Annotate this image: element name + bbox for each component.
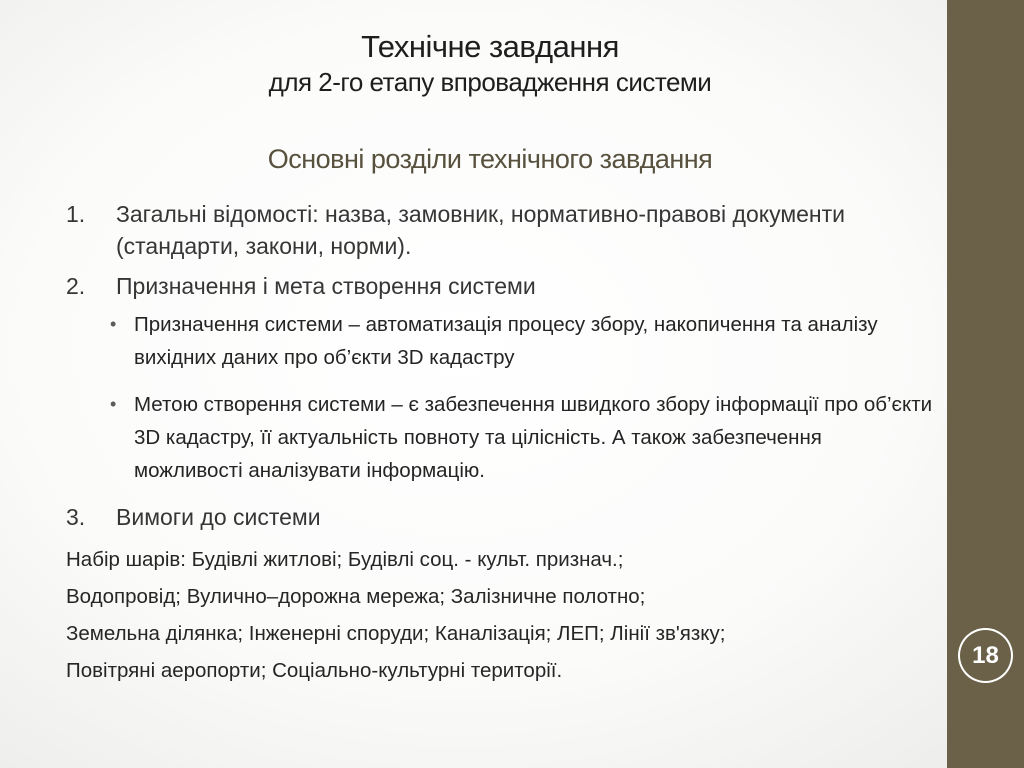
slide-title (0, 28, 980, 98)
bullet-item-1 (66, 308, 936, 374)
title-line-1: Технічне завдання (361, 29, 619, 64)
layers-line-4: Повітряні аеропорти; Соціально-культурні території. (66, 659, 563, 682)
layers-line-2: Водопровід; Вулично–дорожна мережа; Залізничне полотно; (66, 585, 646, 608)
list-number-3: 3. (66, 504, 86, 530)
slide-subtitle: Основні розділи технічного завдання (267, 144, 713, 174)
bullet-marker: • (110, 314, 117, 334)
list-item-2 (66, 270, 936, 302)
slide-content (66, 198, 936, 689)
bullet-marker: • (110, 394, 117, 414)
layers-line-1: Набір шарів: Будівлі житлові; Будівлі соц. - культ. признач.; (66, 548, 624, 571)
list-item-1 (66, 198, 936, 262)
page-number: 18 (972, 641, 999, 669)
list-item-3 (66, 501, 936, 533)
bullet-text-1: Призначення системи – автоматизація процесу збору, накопичення та аналізу вихідних даних про об’єкти 3D кадастру (134, 313, 878, 369)
title-line-2: для 2-го етапу впровадження системи (268, 67, 712, 97)
layers-line-3: Земельна ділянка; Інженерні споруди; Каналізація; ЛЕП; Лінії зв'язку; (66, 622, 726, 645)
bullet-item-2 (66, 388, 936, 487)
list-number-1: 1. (66, 201, 86, 227)
bullet-text-2: Метою створення системи – є забезпечення швидкого збору інформації про об’єкти 3D кадастру, її актуальність повноту та цілісність. А також забезпечення можливості аналізувати інформацію. (134, 393, 933, 482)
list-number-2: 2. (66, 273, 86, 299)
list-text-1: Загальні відомості: назва, замовник, нормативно-правові документи (стандарти, закони, норми). (116, 201, 846, 259)
list-text-3: Вимоги до системи (116, 504, 321, 530)
page-number-badge (958, 628, 1013, 683)
list-text-2: Призначення і мета створення системи (116, 273, 536, 299)
